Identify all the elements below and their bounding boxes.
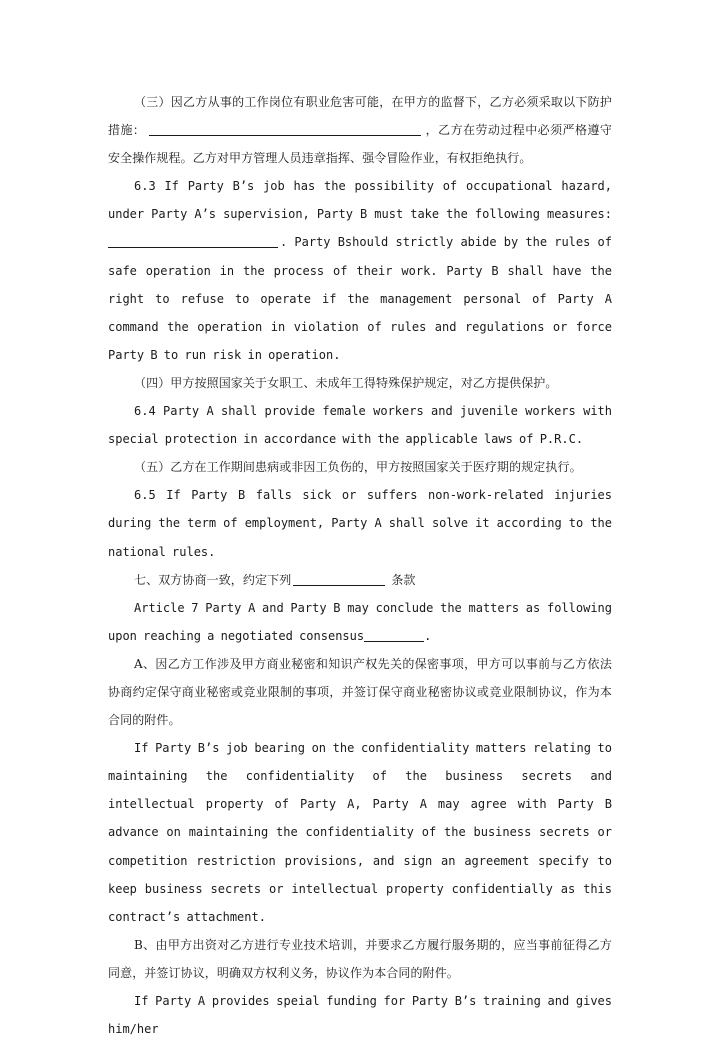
item-a-cn: A、因乙方工作涉及甲方商业秘密和知识产权先关的保密事项，甲方可以事前与乙方依法协商约定保守商业秘密或竞业限制的事项，并签订保守商业秘密协议或竞业限制协议，作为本合同的附件。 — [108, 656, 612, 728]
clause-5-cn: （五）乙方在工作期间患病或非因工负伤的，甲方按照国家关于医疗期的规定执行。 — [134, 460, 582, 475]
protective-measures-blank[interactable] — [149, 122, 421, 136]
article-7-cn — [108, 566, 612, 594]
clause-4-cn: （四）甲方按照国家关于女职工、未成年工得特殊保护规定，对乙方提供保护。 — [134, 375, 558, 390]
article-7-cn-text-b: 条款 — [391, 572, 416, 587]
article-7-en — [108, 594, 612, 650]
consensus-blank[interactable] — [364, 628, 424, 642]
article-7-cn-text-a: 七、双方协商一致，约定下列 — [134, 572, 292, 587]
clause-6-3-en-text-a: 6.3 If Party B’s job has the possibility of occupational hazard, under Party A’s supervision, Party B must take the following measures: — [108, 179, 612, 222]
clause-6-5-en: 6.5 If Party B falls sick or suffers non-work-related injuries during the term of employment, Party A shall solve it according to the national rules. — [108, 488, 612, 559]
clause-6-4-en: 6.4 Party A shall provide female workers and juvenile workers with special protection in accordance with the applicable laws of P.R.C. — [108, 404, 612, 447]
clause-6-3-en-text-b: . Party Bshould strictly abide by the rules of safe operation in the process of their work. Party B shall have the right to refuse to operate if the management personal of Party A command the operation in violation of rules and regulations or force Party B to run risk in operation. — [108, 235, 612, 362]
article-7-en-text-a: Article 7 Party A and Party B may conclude the matters as following upon reaching a negotiated consensus — [108, 600, 612, 643]
clause-3-cn-text-a: （三）因乙方从事的工作岗位有职业危害可能，在甲方的监督下，乙方必须采取以下防护措施： — [108, 95, 612, 138]
article-7-clauses-blank[interactable] — [293, 572, 385, 586]
document-body — [108, 88, 612, 1043]
measures-blank[interactable] — [108, 234, 278, 248]
item-b-en: If Party A provides speial funding for Party B’s training and gives him/her — [108, 994, 612, 1037]
article-7-en-text-b: . — [424, 628, 432, 643]
clause-3-cn — [108, 88, 612, 172]
item-b-cn: B、由甲方出资对乙方进行专业技术培训，并要求乙方履行服务期的，应当事前征得乙方同意，并签订协议，明确双方权利义务，协议作为本合同的附件。 — [108, 937, 612, 980]
item-a-en: If Party B’s job bearing on the confidentiality matters relating to maintaining the confidentiality of the business secrets and intellectual property of Party A, Party A may agree with Party B advance on maintaining the confidentiality of the business secrets or competition restriction provisions, and sign an agreement specify to keep business secrets or intellectual property confidentially as this contract’s attachment. — [108, 741, 612, 924]
clause-6-3-en — [108, 172, 612, 369]
clause-3-cn-text-b: ，乙方在劳动过程中必须严格遵守安全操作规程。乙方对甲方管理人员违章指挥、强令冒险作业，有权拒绝执行。 — [108, 123, 612, 166]
